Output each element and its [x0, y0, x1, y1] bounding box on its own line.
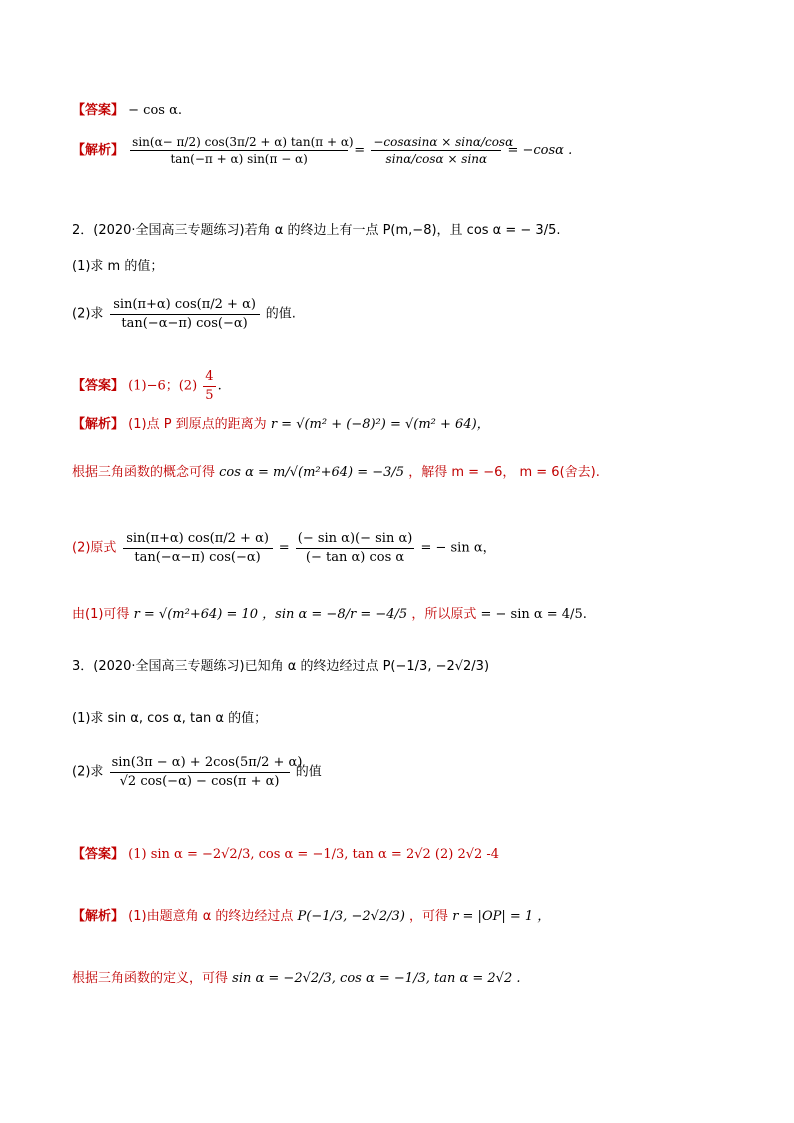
q2-stem: 2．(2020·全国高三专题练习)若角 α 的终边上有一点 P(m,−8)，且 cos α = − 3/5. [72, 223, 561, 238]
q2-analysis-2 [72, 466, 600, 479]
q2-analysis-3: (2)原式 $\frac{\sin(\pi+\alpha) \cos(\pi/2 + \alpha)}{\tan(-\alpha-\pi) \cos(-\alpha)}$ = $\frac{\text{(− sin α)(− sin α)}}{\text{(− tan α) cos α}}$ = − sin α， [72, 531, 496, 565]
q2-sub1: (1)求 m 的值； [72, 259, 164, 274]
p1-result: = −cosα . [507, 143, 573, 159]
analysis-tag: 【解析】 [72, 143, 125, 159]
mid-num: (− sin α)(− sin α) [296, 530, 415, 549]
answer-tag: 【答案】 [72, 103, 125, 118]
frac-den: 5 [205, 387, 214, 403]
q2-sol3-mid [296, 530, 415, 566]
q2-sol3-lhs [123, 530, 273, 566]
p1-rhs-num: −cosαsinα × sinα/cosα [371, 134, 501, 151]
q3-analysis-1 [72, 910, 550, 923]
q3-analysis-2 [72, 972, 521, 985]
analysis-tag: 【解析】 [72, 909, 125, 924]
q2-sub2-suffix: 的值. [265, 306, 296, 322]
q2-analysis-4 [72, 608, 587, 621]
p1-analysis: 【解析】 $\frac{\sin(\alpha- \pi/2) \cos(3\pi/2 + \alpha) \tan(\pi + \alpha)}{\tan(-\pi + \alpha) \sin(\pi - \alpha)}$ = $\frac{-\cos\alpha\sin\alpha \times \sin\alpha/\cos\alpha}{\sin\alpha/\cos\alpha \times \sin\alpha}$ = −cosα . [72, 135, 573, 167]
q2-sol2-prefix: 根据三角函数的概念可得 [72, 465, 216, 480]
p1-answer-line [72, 104, 182, 117]
p1-lhs-num: sin(α− π/2) cos(3π/2 + α) tan(π + α) [130, 134, 348, 151]
q2-sol4-end: = − sin α = 4/5. [480, 607, 587, 622]
q3-sol1-end: r = |OP| = 1 ， [452, 909, 551, 924]
p1-rhs-fraction [371, 134, 514, 167]
q3-sub2-fraction [110, 754, 303, 790]
analysis-tag: 【解析】 [72, 417, 125, 432]
q2-answer: 【答案】 (1)−6；(2) $\frac{4}{5}$ . [72, 369, 222, 403]
q3-sub2-prefix: (2)求 [72, 764, 104, 780]
q2-sub2-den: tan(−α−π) cos(−α) [121, 315, 248, 331]
q2-analysis-1 [72, 418, 490, 431]
q3-stem: 3．(2020·全国高三专题练习)已知角 α 的终边经过点 P(−1/3, −2√2/3) [72, 659, 490, 674]
q2-sol2-suffix: ，解得 m = −6， m = 6(舍去). [408, 465, 600, 480]
q2-sol4-prefix: 由(1)可得 [72, 607, 130, 622]
p1-lhs-fraction [130, 134, 354, 167]
q2-sub2 [72, 296, 296, 332]
q2-sol1-math: r = √(m² + (−8)²) = √(m² + 64)， [270, 417, 490, 432]
q3-answer-text: (1) sin α = −2√2/3, cos α = −1/3, tan α = 2√2 (2) 2√2 -4 [128, 847, 500, 862]
q2-sol4-math: r = √(m²+64) = 10 ，sin α = −8/r = −4/5 [133, 607, 408, 622]
q2-sub2-fraction [110, 296, 260, 332]
q2-sol4-mid: ，所以原式 [411, 607, 477, 622]
answer-tag: 【答案】 [72, 378, 125, 394]
q3-sol1-math: P(−1/3, −2√2/3) [297, 909, 405, 924]
q3-sol1-prefix: (1)由题意角 α 的终边经过点 [128, 909, 294, 924]
q3-sol2-math: sin α = −2√2/3, cos α = −1/3, tan α = 2√2 . [232, 971, 521, 986]
q2-sub2-prefix: (2)求 [72, 306, 104, 322]
q2-sol3-end: = − sin α， [420, 540, 496, 556]
mid-den: (− tan α) cos α [305, 549, 405, 565]
frac-num: 4 [203, 368, 215, 387]
q3-sub2 [72, 754, 322, 790]
lhs-num: sin(π+α) cos(π/2 + α) [123, 530, 273, 549]
q3-sub2-suffix: 的值 [295, 764, 322, 780]
answer-tag: 【答案】 [72, 847, 125, 862]
q3-sub2-num: sin(3π − α) + 2cos(5π/2 + α) [110, 754, 290, 773]
p1-rhs-den: sinα/cosα × sinα [385, 152, 488, 167]
q2-sol2-math: cos α = m/√(m²+64) = −3/5 [219, 465, 405, 480]
q3-sub2-den: √2 cos(−α) − cos(π + α) [119, 773, 280, 789]
q2-sub2-num: sin(π+α) cos(π/2 + α) [110, 296, 260, 315]
q2-answer-frac [203, 368, 215, 404]
q2-answer-text: (1)−6；(2) [128, 378, 198, 394]
q3-sol1-mid: ，可得 [409, 909, 449, 924]
q3-sub1: (1)求 sin α, cos α, tan α 的值； [72, 711, 268, 726]
answer-value: − cos α [128, 103, 178, 118]
q2-sol1-prefix: (1)点 P 到原点的距离为 [128, 417, 267, 432]
lhs-den: tan(−α−π) cos(−α) [134, 549, 261, 565]
p1-lhs-den: tan(−π + α) sin(π − α) [170, 152, 308, 167]
q3-sol2-prefix: 根据三角函数的定义，可得 [72, 971, 229, 986]
answer-end: . [177, 103, 183, 118]
q2-sol3-prefix: (2)原式 [72, 540, 117, 556]
q3-answer [72, 848, 499, 861]
